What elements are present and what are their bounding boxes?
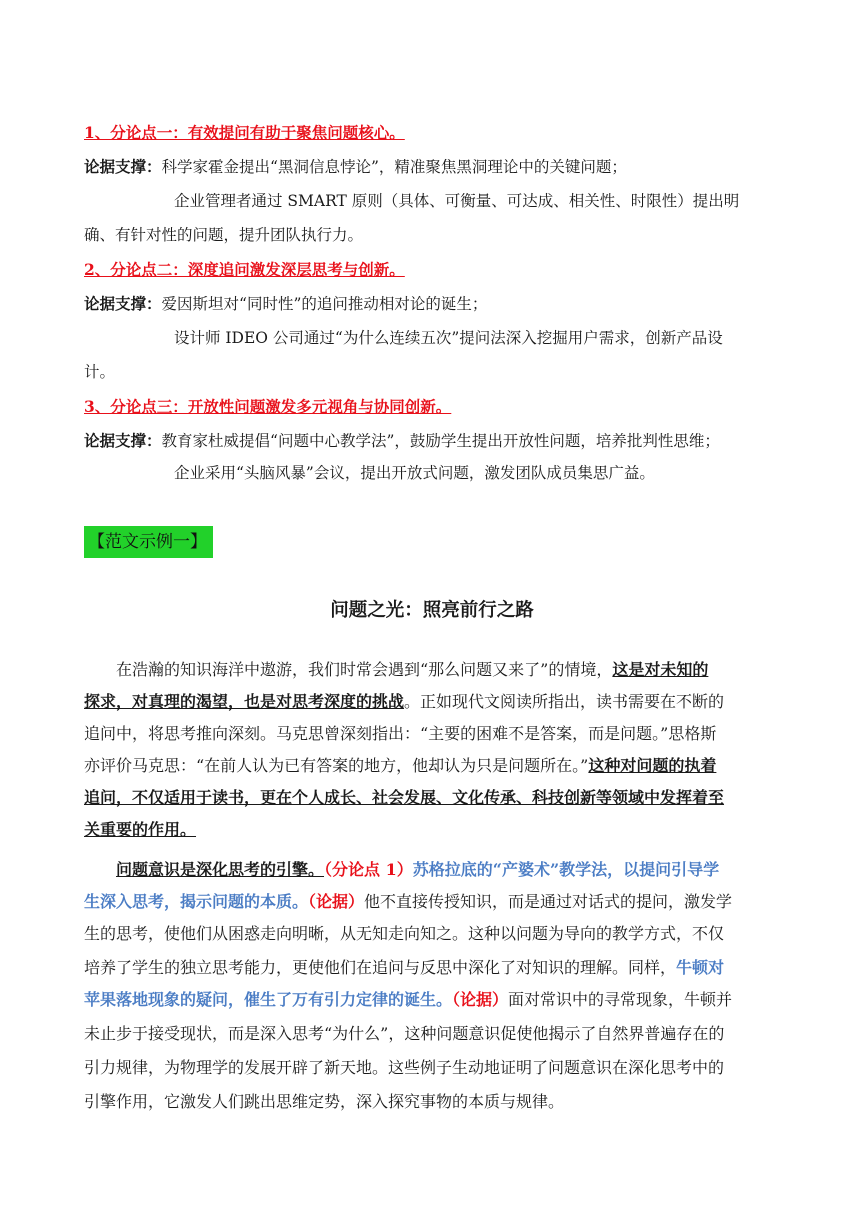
point-3-support-line-1 <box>84 430 720 452</box>
point-2-support-line-3: 计。 <box>84 363 116 381</box>
support-text: 科学家霍金提出“黑洞信息悖论”，精准聚焦黑洞理论中的关键问题； <box>161 158 627 176</box>
text-run: 他不直接传授知识，而是通过对话式的提问，激发学 <box>364 892 733 911</box>
p1-line-3: 追问中，将思考推向深刻。马克思曾深刻指出：“主要的困难不是答案，而是问题。”思格斯 <box>84 724 717 743</box>
p1-line-5: 追问，不仅适用于读书，更在个人成长、社会发展、文化传承、科技创新等领域中发挥着至 <box>84 788 725 807</box>
point-2-heading: 2、分论点二：深度追问激发深层思考与创新。 <box>84 260 405 279</box>
support-label: 论据支撑： <box>84 294 162 313</box>
p1-line-4 <box>84 754 716 778</box>
p1-line-6: 关重要的作用。 <box>84 820 197 839</box>
sub-point-text: 问题意识是深化思考的引擎。 <box>116 860 325 879</box>
text-run: 培养了学生的独立思考能力，更使他们在追问与反思中深化了对知识的理解。同样， <box>84 958 677 977</box>
point-1-heading: 1、分论点一：有效提问有助于聚焦问题核心。 <box>84 123 405 142</box>
p2-line-8: 引擎作用，它激发人们跳出思维定势，深入探究事物的本质与规律。 <box>84 1092 565 1111</box>
point-1-support-line-1 <box>84 156 627 178</box>
example-tag: 【范文示例一】 <box>84 526 213 558</box>
thesis-text: 这种对问题的执着 <box>588 756 717 775</box>
point-2-support-line-1 <box>84 293 487 315</box>
p2-line-2 <box>84 890 732 914</box>
evidence-text: 苏格拉底的“产婆术”教学法，以提问引导学 <box>412 860 720 879</box>
thesis-text: 这是对未知的 <box>612 660 709 679</box>
p1-line-2 <box>84 690 724 714</box>
point-3-heading: 3、分论点三：开放性问题激发多元视角与协同创新。 <box>84 397 452 416</box>
evidence-marker: （论据） <box>452 990 509 1009</box>
support-label: 论据支撑： <box>84 431 162 450</box>
point-2-support-line-2: 设计师 IDEO 公司通过“为什么连续五次”提问法深入挖掘用户需求，创新产品设 <box>174 329 723 347</box>
text-run: 面对常识中的寻常现象，牛顿并 <box>508 990 733 1009</box>
p2-line-6: 未止步于接受现状，而是深入思考“为什么”，这种问题意识促使他揭示了自然界普遍存在的 <box>84 1024 725 1043</box>
support-label: 论据支撑： <box>84 157 162 176</box>
sub-point-marker: （分论点 1） <box>324 860 413 879</box>
p2-line-4 <box>84 956 724 980</box>
thesis-text: 探求，对真理的渴望，也是对思考深度的挑战 <box>84 692 405 711</box>
p2-line-5 <box>84 988 732 1012</box>
p2-line-1 <box>116 858 719 882</box>
point-3-support-line-2: 企业采用“头脑风暴”会议，提出开放式问题，激发团队成员集思广益。 <box>174 464 655 482</box>
evidence-text: 牛顿对 <box>676 958 725 977</box>
evidence-text: 生深入思考，揭示问题的本质。 <box>84 892 309 911</box>
p2-line-3: 生的思考，使他们从困惑走向明晰，从无知走向知之。这种以问题为导向的教学方式，不仅 <box>84 924 725 943</box>
p1-line-1 <box>116 658 708 682</box>
evidence-marker: （论据） <box>308 892 365 911</box>
p2-line-7: 引力规律，为物理学的发展开辟了新天地。这些例子生动地证明了问题意识在深化思考中的 <box>84 1058 725 1077</box>
point-1-support-line-2: 企业管理者通过 SMART 原则（具体、可衡量、可达成、相关性、时限性）提出明 <box>174 192 740 210</box>
text-run: 。正如现代文阅读所指出，读书需要在不断的 <box>404 692 725 711</box>
evidence-text: 苹果落地现象的疑问，催生了万有引力定律的诞生。 <box>84 990 453 1009</box>
point-1-support-line-3: 确、有针对性的问题，提升团队执行力。 <box>84 226 364 244</box>
text-run: 亦评价马克思：“在前人认为已有答案的地方，他却认为只是问题所在。” <box>84 756 589 775</box>
essay-title: 问题之光：照亮前行之路 <box>330 600 534 621</box>
support-text: 教育家杜威提倡“问题中心教学法”，鼓励学生提出开放性问题，培养批判性思维； <box>161 432 720 450</box>
support-text: 爱因斯坦对“同时性”的追问推动相对论的诞生； <box>161 295 488 313</box>
text-run: 在浩瀚的知识海洋中遨游，我们时常会遇到“那么问题又来了”的情境， <box>116 660 613 679</box>
